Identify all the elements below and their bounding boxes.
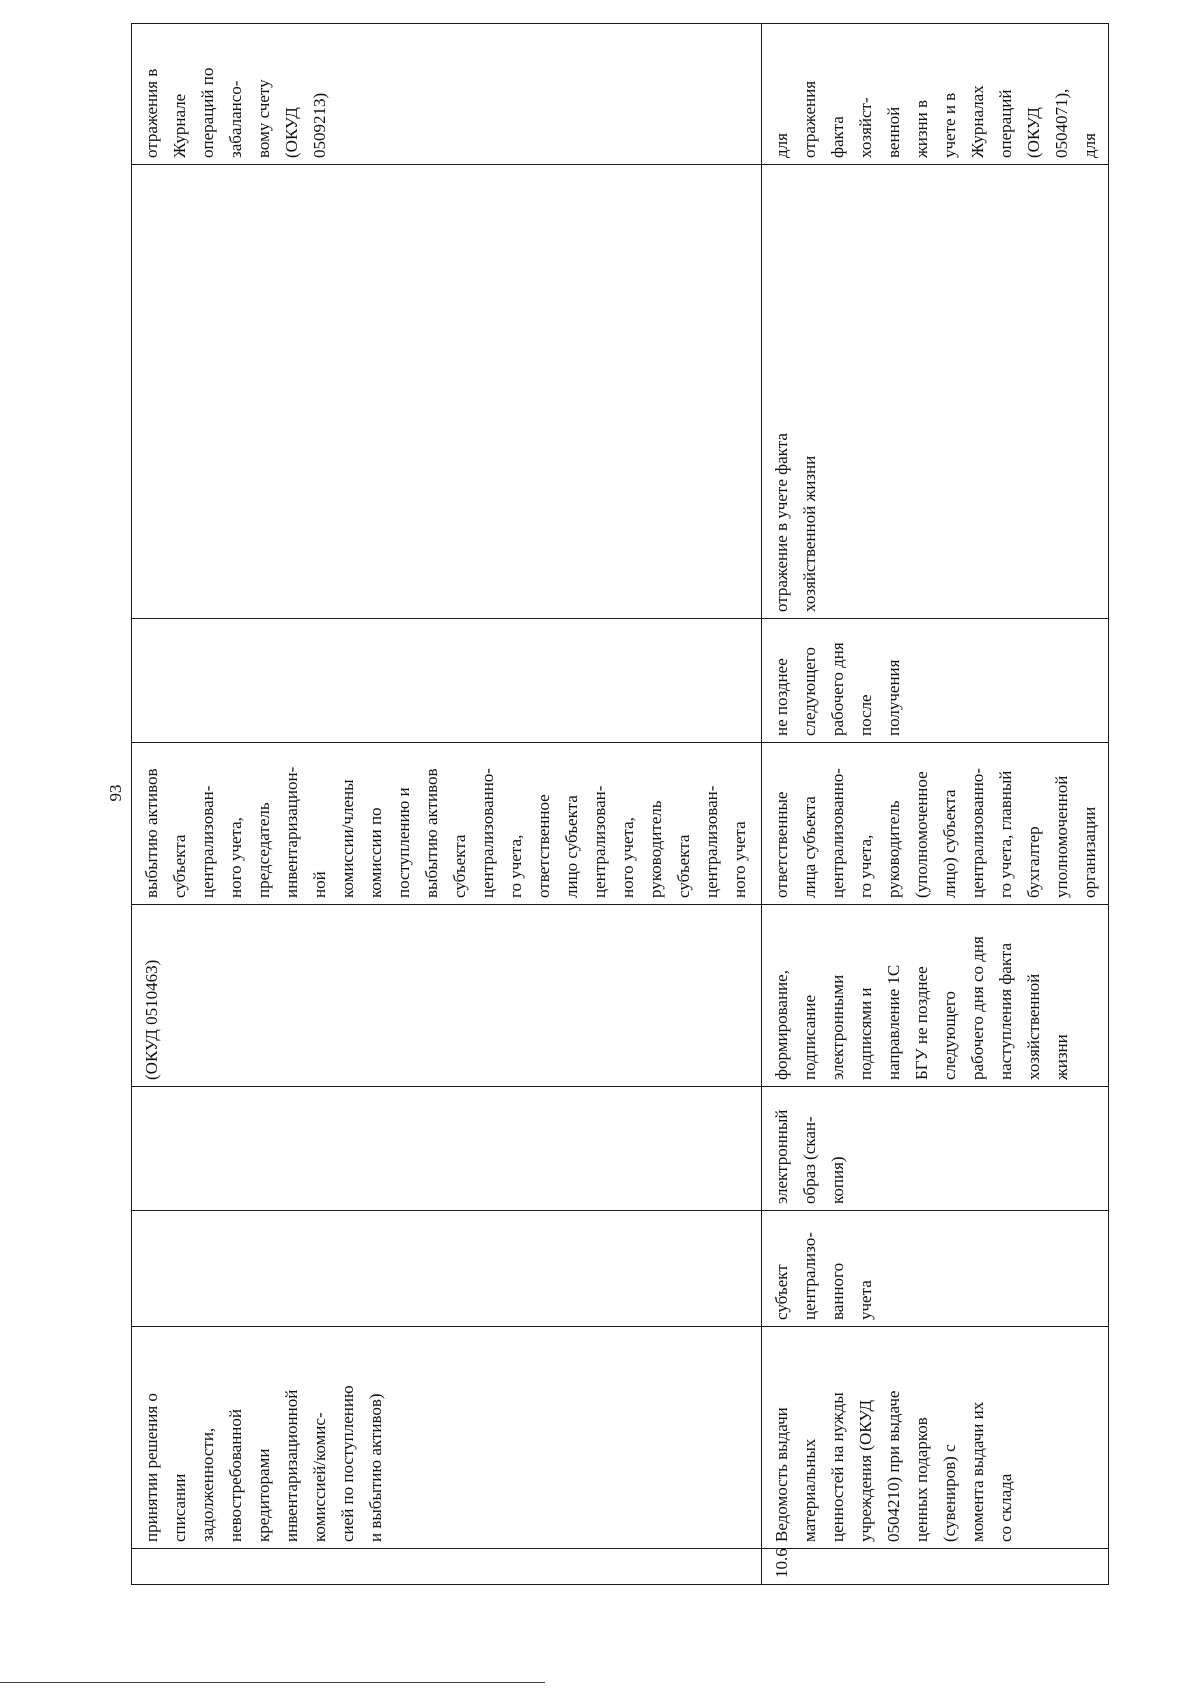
cell-document: принятии решения о списании задолженности, невостребованной кредиторами инвентаризационной комиссией/комис- сией по поступлению и выбытию активов) — [132, 1327, 762, 1549]
table-row — [132, 24, 762, 1585]
cell-deadline — [132, 619, 762, 743]
cell-recipient — [132, 165, 762, 619]
cell-number — [132, 1549, 762, 1585]
document-flow-table — [131, 23, 1109, 1585]
cell-procedure: формирование, подписание электронными подписями и направление 1С БГУ не позднее следующего рабочего дня со дня наступления факта хозяйственной жизни — [762, 905, 1109, 1087]
cell-responsible: ответственные лица субъекта централизованно- го учета, руководитель (уполномоченное лицо) субъекта централизованно- го учета, главный бухгалтер уполномоченной организации — [762, 743, 1109, 905]
table-row — [762, 24, 1109, 1585]
rotated-page-content — [131, 24, 1102, 1585]
cell-format — [132, 1087, 762, 1211]
cell-purpose: отражения в Журнале операций по забалансо- вому счету (ОКУД 0509213) — [132, 24, 762, 165]
cell-document: Ведомость выдачи материальных ценностей на нужды учреждения (ОКУД 0504210) при выдаче ценных подарков (сувениров) с момента выдачи их со склада — [762, 1327, 1109, 1549]
bottom-separator-line — [0, 1682, 545, 1683]
cell-author: субъект централизо- ванного учета — [762, 1211, 1109, 1327]
cell-number: 10.6 — [762, 1549, 1109, 1585]
cell-author — [132, 1211, 762, 1327]
cell-procedure: (ОКУД 0510463) — [132, 905, 762, 1087]
cell-recipient: отражение в учете факта хозяйственной жизни — [762, 165, 1109, 619]
cell-responsible: выбытию активов субъекта централизован- ного учета, председатель инвентаризацион- ной комиссии/члены комиссии по поступлению и выбытию активов субъекта централизованно- го учета, ответственное лицо субъекта централизован- ного учета, руководитель субъекта централизован- ного учета — [132, 743, 762, 905]
cell-format: электронный образ (скан- копия) — [762, 1087, 1109, 1211]
page-number: 93 — [106, 784, 125, 802]
cell-deadline: не позднее следующего рабочего дня после получения — [762, 619, 1109, 743]
cell-purpose: для отражения факта хозяйст- венной жизни в учете и в Журналах операций (ОКУД 0504071), для — [762, 24, 1109, 165]
